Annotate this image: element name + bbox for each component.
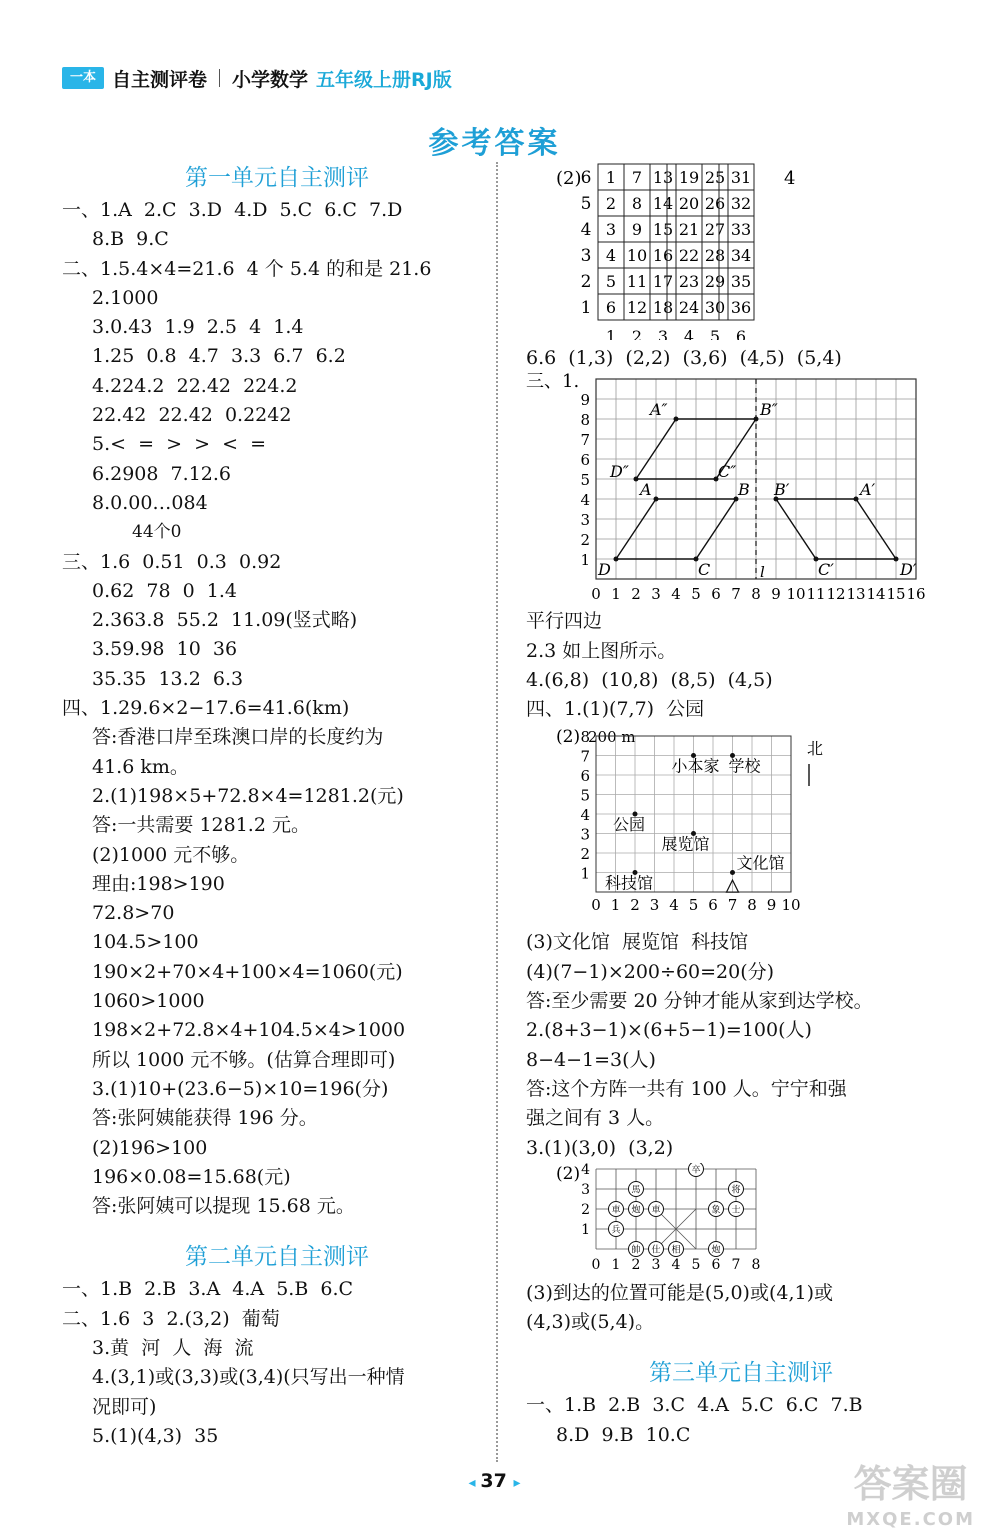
chess-piece-label: 卒	[691, 1165, 701, 1176]
map-place-label: 小本家	[671, 756, 720, 776]
grid-label: (2)	[556, 168, 582, 189]
answer-line: 35.35 13.2 6.3	[92, 667, 244, 690]
grid-cell-value: 25	[704, 168, 726, 187]
chess-piece-label: 相	[671, 1245, 681, 1256]
answer-line: 2.363.8 55.2 11.09(竖式略)	[92, 609, 358, 632]
plot-x-tick: 16	[906, 585, 926, 604]
answer-line: 4.224.2 22.42 224.2	[92, 374, 298, 397]
answer-line: 平行四边	[526, 610, 603, 633]
chess-x-tick: 1	[611, 1256, 621, 1273]
chess-board-figure	[526, 1163, 786, 1275]
answer-line: 6.6 (1,3) (2,2) (3,6) (4,5) (5,4)	[526, 347, 842, 369]
map-x-tick: 1	[610, 896, 621, 915]
chess-y-tick: 1	[581, 1221, 590, 1238]
unit2-heading: 第二单元自主测评	[185, 1244, 369, 1271]
unit1-heading: 第一单元自主测评	[185, 165, 369, 191]
plot-y-tick: 8	[580, 411, 590, 430]
answer-line: 一、1.B 2.B 3.A 4.A 5.B 6.C	[62, 1278, 354, 1301]
chess-piece-label: 車	[651, 1205, 661, 1216]
answer-line: 8.D 9.B 10.C	[556, 1423, 691, 1446]
map-x-tick: 7	[727, 896, 738, 915]
chess-piece-label: 仕	[651, 1245, 661, 1256]
plot-point	[754, 417, 759, 422]
grid-cell-value: 28	[704, 246, 726, 265]
plot-point-label: A	[640, 480, 652, 500]
plot-point-label: C	[698, 560, 711, 580]
map-place-label: 公园	[613, 815, 646, 835]
grid-cell-value: 8	[631, 194, 643, 213]
grid-cell-value: 18	[652, 298, 674, 317]
north-label: 北	[807, 739, 824, 759]
chess-piece-label: 炮	[631, 1205, 641, 1216]
plot-point-label: B	[738, 480, 750, 500]
grid-cell-value: 21	[678, 220, 700, 239]
grid-cell-value: 17	[652, 272, 674, 291]
watermark-bottom: MXQE.COM	[846, 1509, 975, 1530]
map-x-tick: 8	[747, 896, 757, 915]
grid-cell-value: 11	[626, 272, 648, 291]
chess-x-tick: 3	[651, 1256, 661, 1273]
answer-line: (2)1000 元不够。	[92, 843, 250, 866]
map-y-tick: 3	[580, 825, 590, 844]
chess-x-tick: 4	[671, 1256, 681, 1273]
grid-cell-value: 36	[730, 298, 752, 317]
subject-name: 小学数学	[232, 68, 309, 91]
answer-line: 3.0.43 1.9 2.5 4 1.4	[92, 316, 304, 339]
left-column	[62, 160, 492, 1451]
grid-cell-value: 4	[605, 246, 617, 265]
chess-y-tick: 4	[581, 1162, 590, 1178]
grid-cell-value: 33	[730, 220, 752, 239]
plot-y-tick: 6	[580, 451, 590, 470]
grid-x-tick: 4	[683, 327, 695, 340]
chess-x-tick: 8	[751, 1256, 761, 1273]
answer-line: (4)(7−1)×200÷60=20(分)	[526, 960, 775, 983]
header-divider	[219, 69, 220, 87]
grid-cell-value: 23	[678, 272, 700, 291]
chess-piece-label: 将	[731, 1185, 741, 1196]
grid-cell-value: 2	[605, 194, 617, 213]
answer-line: 198×2+72.8×4+104.5×4>1000	[92, 1019, 406, 1042]
chess-piece-label: 帥	[631, 1245, 641, 1256]
plot-y-tick: 2	[580, 531, 590, 550]
plot-x-tick: 5	[691, 585, 701, 604]
answer-line: 44个0	[132, 522, 182, 543]
grid-x-tick: 5	[709, 327, 721, 340]
answer-line: 四、1.(1)(7,7) 公园	[526, 698, 705, 721]
map-place-label: 展览馆	[661, 834, 710, 854]
plot-point	[674, 417, 679, 422]
chess-x-tick: 7	[731, 1256, 741, 1273]
chess-x-tick: 2	[631, 1256, 641, 1273]
answer-line: 答:香港口岸至珠澳口岸的长度约为	[92, 726, 384, 749]
plot-x-tick: 8	[751, 585, 761, 604]
answer-line: 二、1.6 3 2.(3,2) 葡萄	[62, 1307, 280, 1330]
grid-x-tick: 2	[631, 327, 643, 340]
map-x-tick: 6	[708, 896, 718, 915]
grid-cell-value: 16	[652, 246, 674, 265]
answer-line: 四、1.29.6×2−17.6=41.6(km)	[62, 697, 350, 720]
plot-point-label: D′	[900, 560, 917, 580]
grid-cell-value: 9	[631, 220, 643, 239]
plot-x-tick: 7	[731, 585, 741, 604]
coordinate-plot-figure	[526, 373, 946, 603]
series-logo: 一本	[62, 67, 104, 89]
grid-cell-value: 31	[730, 168, 752, 187]
plot-point-label: A′	[860, 480, 876, 500]
answer-line: 一、1.B 2.B 3.C 4.A 5.C 6.C 7.B	[526, 1394, 863, 1417]
series-name: 自主测评卷	[112, 68, 208, 91]
plot-point-label: D″	[610, 462, 629, 482]
unit3-heading: 第三单元自主测评	[649, 1360, 833, 1387]
grid-y-tick: 6	[580, 168, 592, 188]
answer-line: 5.< = > > < =	[92, 433, 267, 456]
plot-point-label: A″	[650, 400, 668, 420]
plot-y-tick: 1	[580, 551, 590, 570]
grid-x-tick: 1	[605, 327, 617, 340]
plot-y-tick: 4	[580, 491, 590, 510]
map-label: (2)	[556, 727, 581, 748]
chess-piece-label: 馬	[631, 1185, 641, 1196]
unit3-answers	[526, 1391, 956, 1450]
plot-x-tick: 10	[786, 585, 806, 604]
answer-line: 8−4−1=3(人)	[526, 1048, 656, 1071]
page-dot-icon: ▸	[513, 1475, 521, 1491]
answer-line: 41.6 km。	[92, 755, 189, 778]
answer-line: 104.5>100	[92, 931, 199, 954]
plot-x-tick: 0	[591, 585, 601, 604]
grid-cell-value: 1	[605, 168, 617, 187]
grid-cell-value: 5	[605, 272, 617, 291]
plot-point-label: B′	[774, 480, 790, 500]
plot-point-label: B″	[760, 400, 778, 420]
answer-line: 2.3 如上图所示。	[526, 639, 677, 662]
plot-x-tick: 2	[631, 585, 641, 604]
axis-label: l	[760, 563, 765, 582]
chess-piece-label: 兵	[611, 1225, 621, 1236]
answer-line: (2)196>100	[92, 1136, 208, 1159]
grid-cell-value: 3	[605, 220, 617, 239]
page-dot-icon: ◂	[468, 1475, 481, 1491]
chess-y-tick: 3	[581, 1181, 590, 1198]
answer-line: 196×0.08=15.68(元)	[92, 1165, 291, 1188]
plot-x-tick: 3	[651, 585, 661, 604]
answer-line: 2.(1)198×5+72.8×4=1281.2(元)	[92, 784, 404, 807]
grid-cell-value: 32	[730, 194, 752, 213]
watermark	[846, 1462, 975, 1538]
map-y-tick: 4	[580, 806, 590, 825]
answer-line: 二、1.5.4×4=21.6 4 个 5.4 的和是 21.6	[62, 257, 432, 280]
plot-point	[854, 497, 859, 502]
map-x-tick: 0	[591, 896, 601, 915]
map-place-label: 科技馆	[605, 873, 654, 893]
grade-label: 五年级上册RJ版	[316, 68, 452, 91]
grid-cell-value: 34	[730, 246, 752, 265]
plot-y-tick: 7	[580, 431, 590, 450]
grid-cell-value: 14	[652, 194, 674, 213]
answer-line: 4.(6,8) (10,8) (8,5) (4,5)	[526, 668, 773, 691]
answer-line: 5.(1)(4,3) 35	[92, 1424, 219, 1447]
grid-cell-value: 30	[704, 298, 726, 317]
grid-y-tick: 2	[580, 272, 592, 292]
plot-point-label: C′	[818, 560, 834, 580]
answer-line: 1060>1000	[92, 990, 205, 1013]
answer-line: (4,3)或(5,4)。	[526, 1311, 655, 1334]
plot-y-tick: 5	[580, 471, 590, 490]
map-x-tick: 9	[766, 896, 777, 915]
map-y-tick: 5	[580, 786, 590, 805]
chess-y-tick: 2	[581, 1201, 590, 1218]
answer-line: 72.8>70	[92, 902, 175, 925]
map-place-label: 文化馆	[736, 853, 785, 873]
number-grid-figure	[526, 160, 826, 340]
plot-x-tick: 15	[886, 585, 906, 604]
answer-line: 2.(8+3−1)×(6+5−1)=100(人)	[526, 1019, 812, 1042]
plot-point	[614, 557, 619, 562]
answer-line: 190×2+70×4+100×4=1060(元)	[92, 960, 403, 983]
chess-piece-label: 士	[731, 1205, 741, 1216]
watermark-top: 答案圈	[853, 1462, 968, 1506]
map-y-tick: 6	[580, 767, 590, 786]
answer-line: 1.25 0.8 4.7 3.3 6.7 6.2	[92, 345, 346, 368]
grid-cell-value: 13	[652, 168, 674, 187]
grid-cell-value: 12	[626, 298, 648, 317]
chess-x-tick: 0	[591, 1256, 601, 1273]
answer-line: (3)到达的位置可能是(5,0)或(4,1)或	[526, 1281, 833, 1304]
page-header	[62, 64, 452, 92]
map-followup-answers	[526, 928, 956, 1162]
plot-point-label: D	[598, 560, 611, 580]
answer-line: 3.59.98 10 36	[92, 638, 238, 661]
grid-cell-value: 26	[704, 194, 726, 213]
plot-x-tick: 9	[771, 585, 781, 604]
answer-line: 6.2908 7.12.6	[92, 462, 231, 485]
map-y-tick: 2	[580, 845, 590, 864]
right-column	[526, 160, 956, 1450]
plot-point	[654, 497, 659, 502]
unit1-answers	[62, 196, 492, 1221]
answer-line: (3)文化馆 展览馆 科技馆	[526, 931, 749, 954]
question-label: 三、1.	[526, 373, 580, 393]
plot-point-label: C″	[718, 462, 737, 482]
page-number	[0, 1470, 989, 1492]
grid-cell-value: 27	[704, 220, 726, 239]
answer-line: 8.B 9.C	[92, 228, 169, 251]
plot-point	[894, 557, 899, 562]
answer-line: 强之间有 3 人。	[526, 1107, 665, 1130]
grid-x-tick: 6	[735, 327, 747, 340]
map-x-tick: 3	[649, 896, 660, 915]
chess-followup-answers	[526, 1279, 956, 1338]
map-x-tick: 4	[669, 896, 679, 915]
map-y-tick: 8	[580, 728, 590, 747]
grid-cell-value: 7	[631, 168, 643, 187]
answer-line: 3.黄 河 人 海 流	[92, 1336, 254, 1359]
page-number-value: 37	[480, 1470, 507, 1492]
grid-y-tick: 4	[580, 220, 592, 240]
column-divider	[496, 162, 498, 1462]
answer-line: 答:这个方阵一共有 100 人。宁宁和强	[526, 1077, 847, 1100]
answer-line: 所以 1000 元不够。(估算合理即可)	[92, 1048, 396, 1071]
grid-cell-value: 20	[678, 194, 700, 213]
answer-line: 0.62 78 0 1.4	[92, 579, 238, 602]
grid-cell-value: 35	[730, 272, 752, 291]
chess-x-tick: 5	[691, 1256, 701, 1273]
grid-cell-value: 15	[652, 220, 674, 239]
map-point	[730, 870, 735, 875]
plot-point	[634, 477, 639, 482]
grid-cell-value: 19	[678, 168, 700, 187]
chess-piece-label: 車	[611, 1205, 621, 1216]
answer-line: 理由:198>190	[92, 872, 225, 895]
grid-y-tick: 3	[580, 246, 592, 266]
chess-label: (2)	[556, 1163, 581, 1184]
answer-line: 三、1.6 0.51 0.3 0.92	[62, 550, 282, 573]
location-map-figure	[526, 724, 856, 924]
plot-x-tick: 13	[846, 585, 866, 604]
grid-cell-value: 22	[678, 246, 700, 265]
unit1-part3-answers	[526, 607, 956, 695]
answer-line: 22.42 22.42 0.2242	[92, 404, 292, 427]
answer-line: 答:张阿姨能获得 196 分。	[92, 1107, 318, 1130]
answer-line: 8.0.00…084	[92, 491, 208, 514]
answer-line: 答:至少需要 20 分钟才能从家到达学校。	[526, 990, 873, 1013]
plot-x-tick: 11	[806, 585, 826, 604]
map-y-tick: 1	[580, 864, 590, 883]
map-place-label: 学校	[728, 756, 761, 776]
answer-line: 3.(1)10+(23.6−5)×10=196(分)	[92, 1077, 389, 1100]
answer-line: 4.(3,1)或(3,3)或(3,4)(只写出一种情	[92, 1366, 405, 1389]
map-x-tick: 5	[688, 896, 699, 915]
grid-cell-value: 10	[626, 246, 648, 265]
answer-line: 答:一共需要 1281.2 元。	[92, 814, 310, 837]
plot-x-tick: 1	[611, 585, 621, 604]
plot-y-tick: 9	[580, 391, 590, 410]
map-y-tick: 7	[580, 747, 590, 766]
grid-cell-value: 24	[678, 298, 700, 317]
answer-line: 况即可)	[92, 1395, 157, 1418]
chess-piece-label: 炮	[711, 1245, 721, 1256]
answer-line: 3.(1)(3,0) (3,2)	[526, 1136, 674, 1159]
chess-x-tick: 6	[711, 1256, 721, 1273]
answer-line: 2.1000	[92, 286, 159, 309]
plot-x-tick: 6	[711, 585, 721, 604]
unit2-answers	[62, 1275, 492, 1451]
plot-x-tick: 14	[866, 585, 886, 604]
chess-piece-label: 象	[711, 1205, 721, 1216]
page-title: 参考答案	[428, 126, 561, 161]
plot-x-tick: 4	[671, 585, 681, 604]
answer-line: 一、1.A 2.C 3.D 4.D 5.C 6.C 7.D	[62, 199, 403, 221]
map-x-tick: 10	[781, 896, 801, 915]
answer-line: 答:张阿姨可以提现 15.68 元。	[92, 1195, 355, 1218]
grid-y-tick: 5	[580, 194, 592, 214]
map-scale: 200 m	[588, 728, 636, 747]
grid-side-answer: 4	[784, 168, 796, 189]
grid-cell-value: 29	[704, 272, 726, 291]
plot-x-tick: 12	[826, 585, 846, 604]
grid-y-tick: 1	[580, 298, 592, 318]
grid-cell-value: 6	[605, 298, 617, 317]
grid-x-tick: 3	[657, 327, 669, 340]
map-x-tick: 2	[630, 896, 640, 915]
plot-y-tick: 3	[580, 511, 590, 530]
